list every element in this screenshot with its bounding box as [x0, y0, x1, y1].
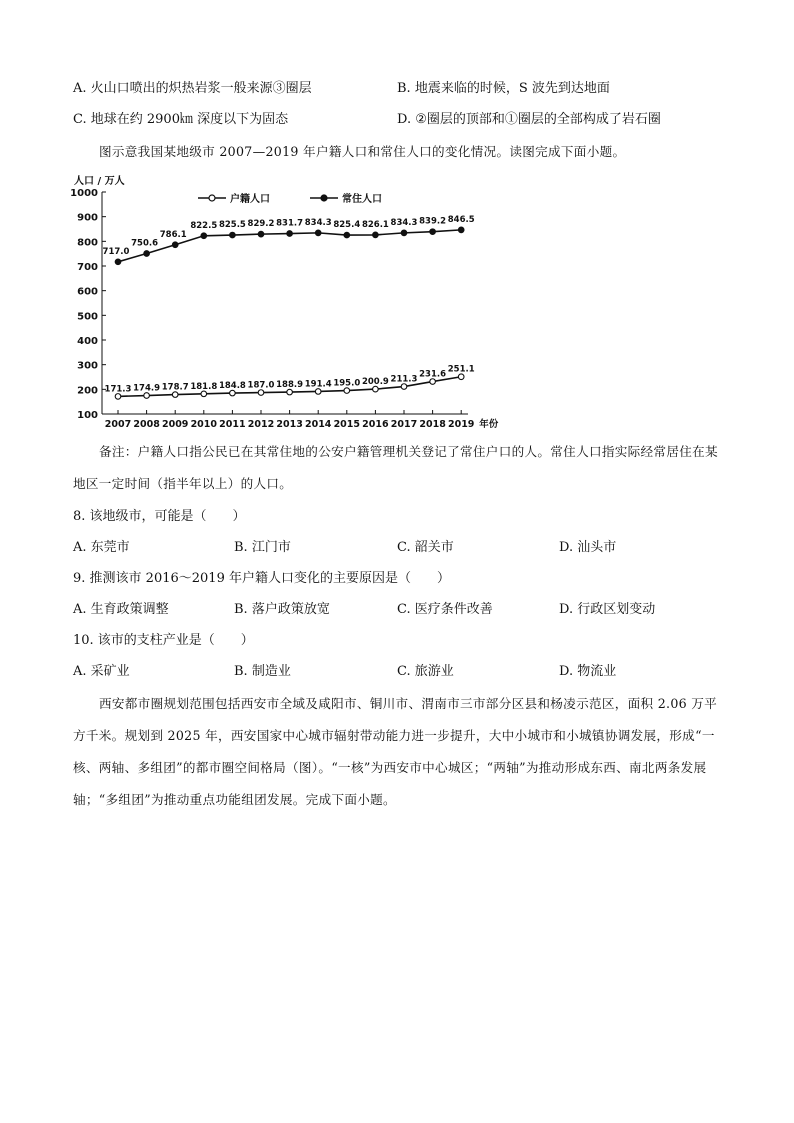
data-label: 195.0: [333, 378, 361, 389]
y-tick-label: 800: [77, 237, 98, 249]
data-point: [258, 390, 264, 396]
legend-label: 常住人口: [342, 194, 382, 205]
data-point: [315, 389, 321, 395]
q9-stem: 9. 推测该市 2016～2019 年户籍人口变化的主要原因是（ ）: [73, 571, 450, 586]
data-point: [315, 230, 321, 236]
population-line-chart: [60, 168, 499, 430]
x-tick-label: 2008: [133, 419, 160, 430]
y-axis-label: 人口 / 万人: [74, 176, 125, 187]
data-label: 839.2: [419, 216, 447, 227]
data-point: [458, 374, 464, 380]
y-tick-label: 900: [77, 212, 98, 224]
q10-option-b: B. 制造业: [234, 664, 291, 679]
data-point: [430, 379, 436, 385]
q9-option-b: B. 落户政策放宽: [234, 602, 330, 617]
x-tick-label: 2007: [104, 419, 132, 430]
data-label: 825.5: [218, 220, 246, 231]
data-point: [401, 384, 407, 390]
x-tick-label: 2009: [161, 419, 189, 430]
x-tick-label: 2013: [276, 419, 303, 430]
q10-option-c: C. 旅游业: [397, 664, 454, 679]
legend-label: 户籍人口: [230, 194, 270, 205]
data-label: 834.3: [304, 217, 332, 228]
data-label: 184.8: [218, 381, 246, 392]
q10-option-d: D. 物流业: [559, 664, 617, 679]
x-tick-label: 2014: [304, 419, 332, 430]
x-tick-label: 2012: [247, 419, 275, 430]
q8-option-c: C. 韶关市: [397, 540, 454, 555]
data-label: 200.9: [361, 377, 389, 388]
data-point: [258, 231, 264, 237]
chart-legend: [198, 192, 382, 205]
data-point: [201, 233, 207, 239]
y-tick-label: 400: [77, 336, 98, 347]
data-label: 231.6: [419, 369, 447, 380]
y-tick-label: 700: [77, 262, 98, 273]
data-point: [172, 242, 178, 248]
legend-marker: [209, 195, 215, 201]
data-label: 187.0: [247, 380, 275, 391]
q9-option-c: C. 医疗条件改善: [397, 602, 493, 617]
data-point: [401, 230, 407, 236]
data-point: [373, 386, 379, 392]
q10-stem: 10. 该市的支柱产业是（ ）: [73, 633, 254, 648]
data-label: 171.3: [104, 384, 132, 395]
data-point: [373, 232, 379, 238]
chart-note: [73, 436, 721, 500]
y-tick-label: 500: [77, 311, 98, 323]
x-tick-label: 2017: [390, 419, 418, 430]
data-point: [230, 390, 236, 396]
data-label: 191.4: [304, 379, 332, 390]
data-point: [430, 229, 436, 235]
q8-option-b: B. 江门市: [234, 540, 291, 555]
xian-paragraph: [73, 688, 721, 816]
data-label: 831.7: [276, 218, 304, 229]
data-label: 251.1: [447, 364, 475, 375]
q8-option-d: D. 汕头市: [559, 540, 617, 555]
data-point: [287, 231, 293, 237]
q9-option-a: A. 生育政策调整: [73, 602, 169, 617]
data-point: [230, 232, 236, 238]
xian-paragraph-text: 西安都市圈规划范围包括西安市全域及咸阳市、铜川市、渭南市三市部分区县和杨凌示范区，面积 2.06 万平方千米。规划到 2025 年，西安国家中心城市辐射带动能力进一步提升，大中小城市和小城镇协调发展，形成“一核、两轴、多组团”的都市圈空间格局（图）。“一核”为西安市中心城区；“两轴”为推动形成东西、南北两条发展轴；“多组团”为推动重点功能组团发展。完成下面小题。: [73, 696, 718, 807]
data-label: 181.8: [190, 381, 218, 392]
data-label: 786.1: [159, 229, 187, 240]
x-tick-label: 2019: [447, 419, 475, 430]
data-label: 822.5: [190, 220, 218, 231]
q10-option-a: A. 采矿业: [73, 664, 130, 679]
data-point: [172, 392, 178, 398]
y-tick-label: 1000: [70, 188, 98, 199]
legend-marker: [321, 195, 327, 201]
data-label: 178.7: [161, 382, 189, 393]
x-tick-label: 2016: [362, 419, 389, 430]
data-label: 829.2: [247, 219, 275, 230]
data-point: [144, 393, 150, 399]
data-label: 188.9: [276, 380, 304, 391]
chart-note-text: 备注：户籍人口指公民已在其常住地的公安户籍管理机关登记了常住户口的人。常住人口指实际经常居住在某地区一定时间（指半年以上）的人口。: [73, 444, 718, 491]
data-label: 750.6: [131, 238, 159, 249]
x-tick-label: 2015: [333, 419, 361, 430]
data-point: [344, 388, 350, 394]
data-label: 846.5: [447, 214, 475, 225]
q7-option-d: D. ②圈层的顶部和①圈层的全部构成了岩石圈: [397, 112, 661, 127]
data-point: [115, 394, 121, 400]
data-label: 211.3: [390, 374, 418, 385]
data-label: 717.0: [102, 246, 130, 257]
q7-option-b: B. 地震来临的时候，S 波先到达地面: [397, 81, 610, 96]
data-point: [287, 389, 293, 395]
q8-option-a: A. 东莞市: [73, 540, 130, 555]
q7-option-c: C. 地球在约 2900㎞ 深度以下为固态: [73, 112, 289, 127]
chart-intro: 图示意我国某地级市 2007—2019 年户籍人口和常住人口的变化情况。读图完成下面小题。: [99, 144, 626, 159]
data-label: 825.4: [333, 220, 361, 231]
data-point: [344, 232, 350, 238]
q9-option-d: D. 行政区划变动: [559, 602, 656, 617]
data-label: 174.9: [133, 383, 161, 394]
y-tick-label: 300: [77, 360, 98, 372]
data-point: [144, 251, 150, 257]
data-label: 834.3: [390, 217, 418, 228]
x-axis-label: 年份: [479, 419, 499, 430]
chart-series: [103, 215, 475, 399]
data-point: [458, 227, 464, 233]
x-tick-label: 2010: [190, 419, 218, 430]
data-point: [201, 391, 207, 397]
data-label: 826.1: [361, 219, 389, 230]
y-tick-label: 100: [77, 410, 98, 421]
y-tick-label: 600: [77, 286, 98, 298]
data-point: [115, 259, 121, 265]
x-tick-label: 2018: [419, 419, 446, 430]
q8-stem: 8. 该地级市，可能是（ ）: [73, 509, 246, 524]
y-tick-label: 200: [77, 385, 98, 397]
x-tick-label: 2011: [219, 419, 246, 430]
q7-option-a: A. 火山口喷出的炽热岩浆一般来源③圈层: [73, 81, 312, 96]
